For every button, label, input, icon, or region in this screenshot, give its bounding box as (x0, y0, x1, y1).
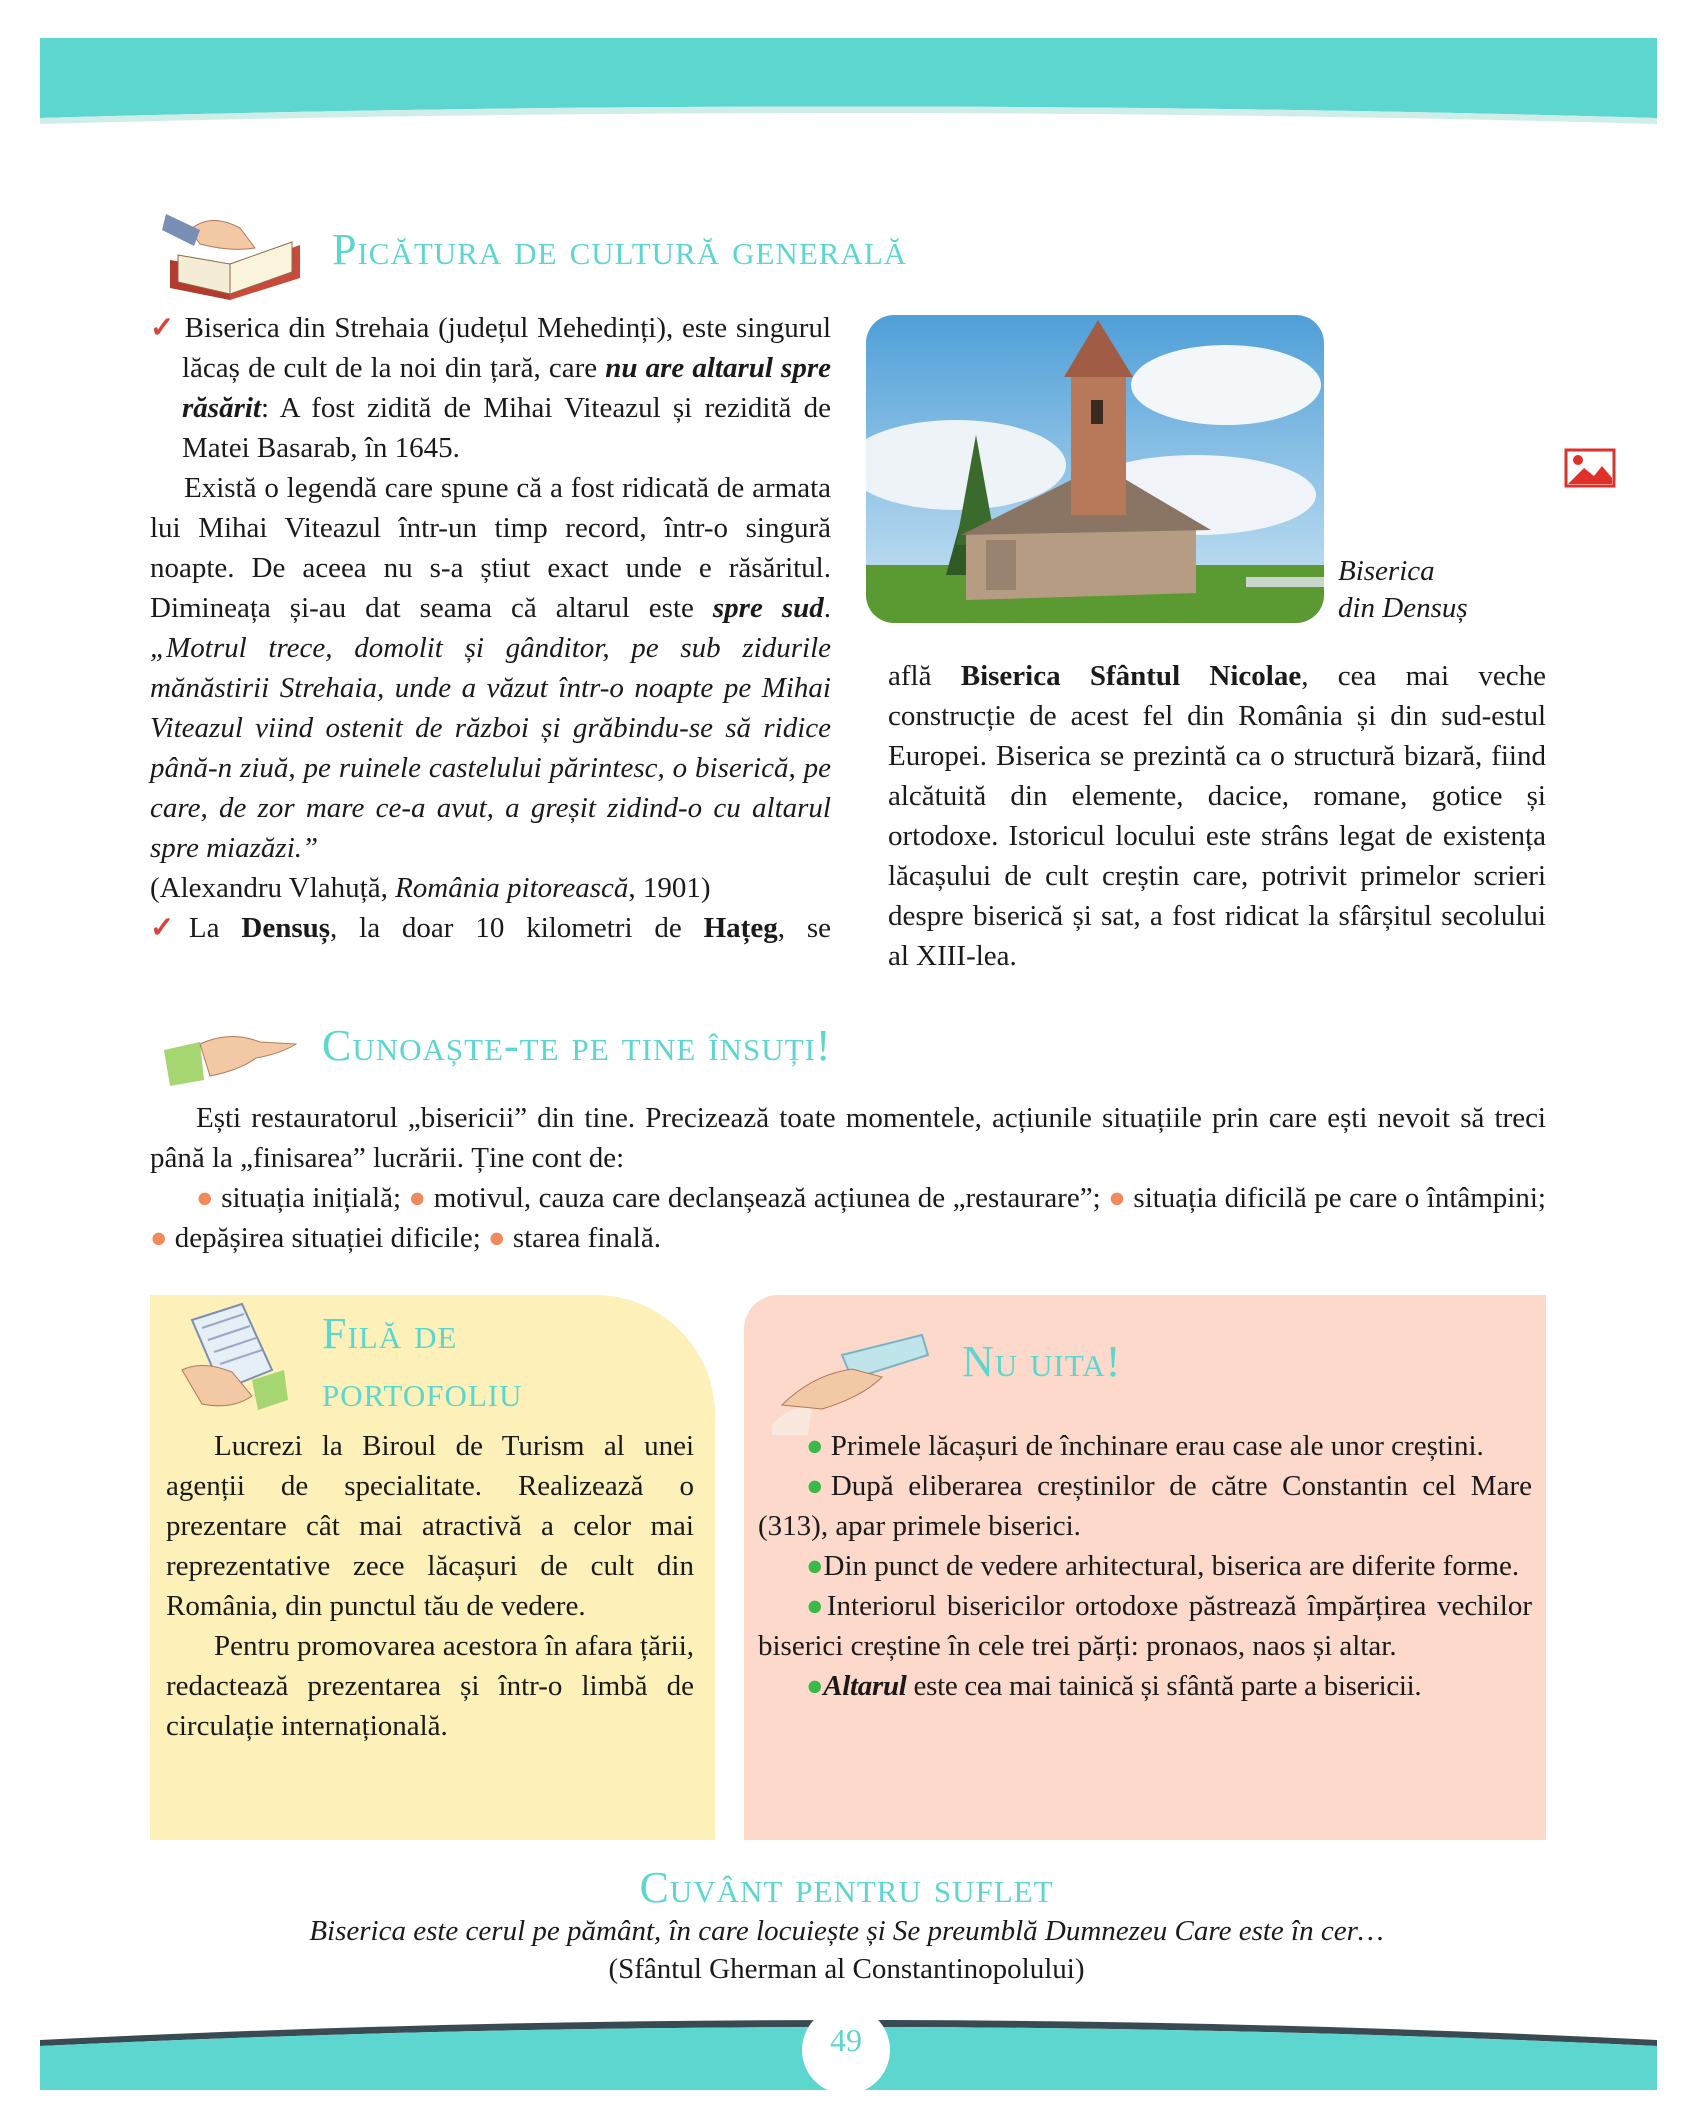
book-hand-icon (160, 200, 305, 305)
writing-hand-icon (772, 1325, 932, 1435)
page-number: 49 (830, 2022, 862, 2058)
top-banner (0, 0, 1693, 140)
remember-body (758, 1426, 1532, 1706)
quote-citation: (Alexandru Vlahuță, România pitorească, 1901) (150, 872, 711, 904)
culture-left-column (150, 308, 831, 948)
bottom-banner (0, 2000, 1693, 2126)
legend-paragraph: Există o legendă care spune că a fost ridicată de armata lui Mihai Viteazul într-un timp record, într-o singură noapte. De aceea nu s-a știut exact unde e răsăritul. Dimineața și-au dat seama că altarul este spre sud. „Motrul trece, domolit și gânditor, pe sub zidurile mănăstirii Strehaia, unde a văzut într-o noapte pe Mihai Viteazul viind ostenit de război și grăbindu-se să ridice până-n ziuă, pe ruinele castelului părintesc, o biserică, pe care, de zor mare ce-a avut, a greșit zidind-o cu altarul spre miazăzi.” (150, 472, 831, 864)
portfolio-title-line: Filă de (322, 1309, 458, 1358)
soul-quote: Biserica este cerul pe pământ, în care locuiește și Se preumblă Dumnezeu Care este în cer… (309, 1915, 1384, 1947)
bullet-icon: ● (806, 1550, 824, 1582)
soul-title: Cuvânt pentru suflet (639, 1863, 1054, 1912)
portfolio-paragraph: Pentru promovarea acestora în afara țării, redactează prezentarea și într-o limbă de circulație internațională. (166, 1630, 694, 1742)
know-yourself-body (150, 1098, 1546, 1258)
remember-item: ● Primele lăcașuri de închinare erau case ale unor creștini. (806, 1430, 1484, 1462)
portfolio-title (322, 1305, 522, 1421)
bullet-icon: ● (806, 1470, 831, 1502)
section-title-culture: Picătura de cultură generală (332, 225, 908, 274)
bullet-icon: ● (1108, 1182, 1126, 1214)
know-yourself-items: ● situația inițială; ● motivul, cauza care declanșează acțiunea de „restaurare”; ● situația dificilă pe care o întâmpini; ● depășirea situației dificile; ● starea finală. (150, 1182, 1546, 1254)
bullet-icon: ● (408, 1182, 427, 1214)
remember-item: ●Altarul este cea mai tainică și sfântă parte a bisericii. (806, 1670, 1422, 1702)
bullet-icon: ● (806, 1590, 827, 1622)
bullet-icon: ● (806, 1430, 824, 1462)
portfolio-title-line: portofoliu (322, 1367, 523, 1416)
bullet-icon: ● (196, 1182, 214, 1214)
open-hand-icon (160, 1020, 300, 1090)
bullet-icon: ● (150, 1222, 168, 1254)
bullet-icon: ● (488, 1222, 506, 1254)
culture-right-column: află Biserica Sfântul Nicolae, cea mai veche construcție de acest fel din România și din sud-estul Europei. Biserica se prezintă ca o structură bizară, fiind alcătuită din elemente, dacice, romane, gotice și ortodoxe. Istoricul locului este strâns legat de existența lăcașului de cult creștin care, potrivit primelor scrieri despre biserică și sat, a fost ridicat la sfârșitul secolului al XIII-lea. (888, 660, 1546, 972)
strehaia-paragraph: ✓ Biserica din Strehaia (județul Mehedinți), este singurul lăcaș de cult de la noi din țară, care nu are altarul spre răsărit: A fost zidită de Mihai Viteazul și rezidită de Matei Basarab, în 1645. (150, 312, 832, 464)
portfolio-body (166, 1426, 694, 1746)
know-yourself-intro: Ești restauratorul „bisericii” din tine. Precizează toate momentele, acțiunile situațiile prin care ești nevoit să treci până la „finisarea” lucrării. Ține cont de: (150, 1102, 1546, 1174)
image-icon[interactable] (1564, 448, 1616, 488)
check-icon: ✓ (150, 312, 176, 344)
photo-caption (1338, 553, 1468, 627)
scroll-hand-icon (172, 1300, 292, 1418)
section-title-know-yourself: Cunoaște-te pe tine însuți! (322, 1021, 832, 1070)
caption-line: Biserica (1338, 555, 1435, 587)
bullet-icon: ● (806, 1670, 824, 1702)
portfolio-paragraph: Lucrezi la Biroul de Turism al unei agenții de specialitate. Realizează o prezentare cât mai atractivă a celor mai reprezentative zece lăcașuri de cult din România, din punctul tău de vedere. (166, 1430, 694, 1622)
remember-item: ●După eliberarea creștinilor de către Constantin cel Mare (313), apar primele biserici. (758, 1470, 1532, 1542)
densus-church-photo (866, 315, 1324, 623)
caption-line: din Densuș (1338, 592, 1468, 624)
check-icon: ✓ (150, 912, 189, 944)
remember-item: ●Din punct de vedere arhitectural, biserica are diferite forme. (806, 1550, 1520, 1582)
remember-item: ●Interiorul bisericilor ortodoxe păstrează împărțirea vechilor biserici creștine în cele trei părți: pronaos, naos și altar. (758, 1590, 1532, 1662)
remember-title: Nu uita! (962, 1337, 1122, 1386)
densus-paragraph: ✓La Densuș, la doar 10 kilometri de Hațeg, se (150, 912, 831, 944)
soul-author: (Sfântul Gherman al Constantinopolului) (608, 1953, 1085, 1985)
